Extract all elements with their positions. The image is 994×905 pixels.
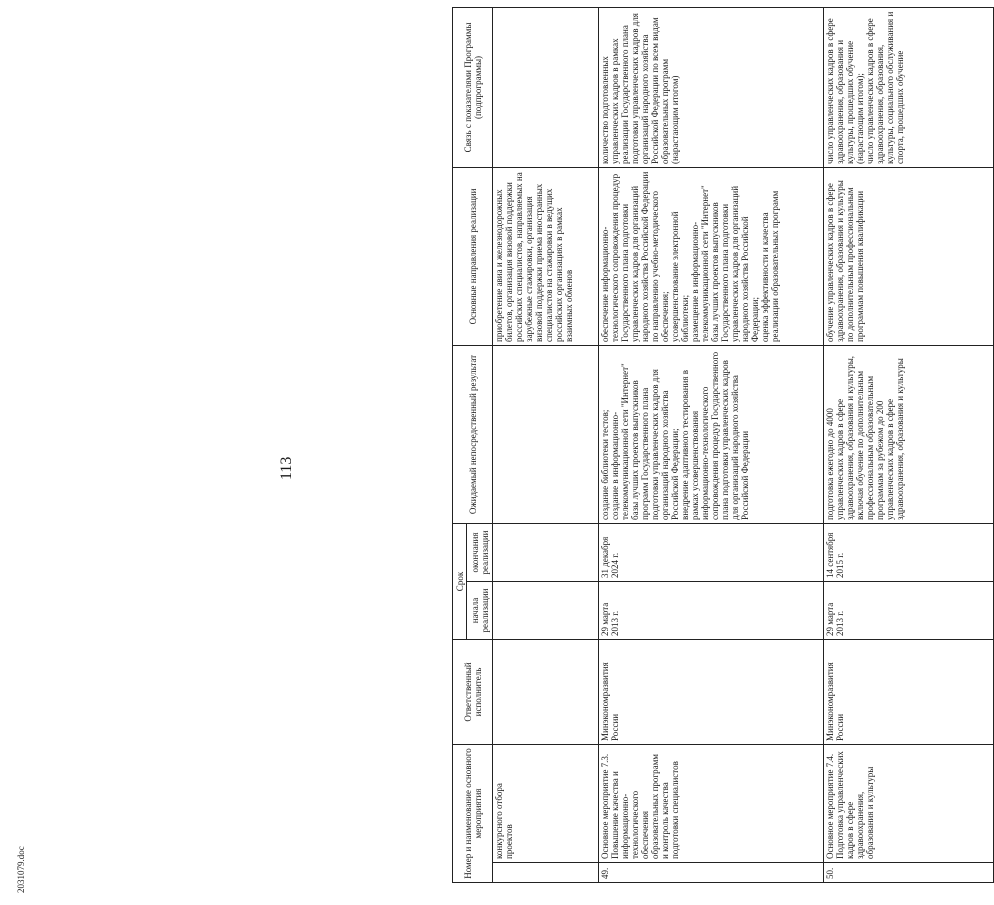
program-activities-table — [452, 7, 994, 883]
row-number: 49. — [599, 863, 824, 883]
term-start — [493, 582, 599, 640]
header-result: Ожидаемый непосредственный результат — [453, 345, 493, 523]
term-end: 14 сентября 2015 г. — [824, 523, 994, 581]
expected-result: создание библиотеки тестов; создание в информационно-телекоммуникационной сети "Интернет" базы лучших проектов выпускников программ Государственного плана подготовки управленческих кадров для организаций народного хозяйства Российской Федерации; внедрение адаптивного тестирования в рамках усовершенствования информационно-технологического сопровождения процедур Государственного плана подготовки управленческих кадров для организаций народного хозяйства Российской Федерации — [599, 345, 824, 523]
term-end — [493, 523, 599, 581]
header-num-name: Номер и наименование основного мероприятия — [453, 745, 493, 883]
activity-name: Основное мероприятие 7.3. Повышение качества и информационно-технологического обеспечения образовательных программ и контроль качества подготовки специалистов — [599, 745, 824, 863]
header-link: Связь с показателями Программы (подпрограммы) — [453, 7, 493, 167]
table-row — [493, 7, 599, 882]
executor — [493, 640, 599, 745]
main-directions: приобретение авиа и железнодорожных билетов, организация визовой поддержки российских специалистов, направляемых на зарубежные стажировки, организация визовой поддержки приема иностранных специалистов на стажировки в ведущих российских организациях в рамках взаимных обменов — [493, 167, 599, 345]
header-term-start: начала реализации — [467, 582, 493, 640]
activity-name: конкурсного отбора проектов — [493, 745, 599, 863]
row-number: 50. — [824, 863, 994, 883]
header-term: Срок — [453, 523, 467, 639]
term-start: 29 марта 2013 г. — [599, 582, 824, 640]
term-end: 31 декабря 2024 г. — [599, 523, 824, 581]
program-link — [493, 7, 599, 167]
program-link: число управленческих кадров в сфере здравоохранения, образования и культуры, прошедших обучение (нарастающим итогом); число управленческих кадров в сфере здравоохранения, образования, культуры, социального обслуживания и спорта, прошедших обучение — [824, 7, 994, 167]
header-term-end: окончания реализации — [467, 523, 493, 581]
main-directions: обеспечение информационно-технологического сопровождения процедур Государственного плана подготовки управленческих кадров для организаций народного хозяйства Российской Федерации по направлению учебно-методического обеспечения; усовершенствование электронной библиотеки; размещение в информационно-телекоммуникационной сети "Интернет" базы лучших проектов выпускников Государственного плана подготовки управленческих кадров для организаций народного хозяйства Российской Федерации; оценка эффективности и качества реализации образовательных программ — [599, 167, 824, 345]
expected-result — [493, 345, 599, 523]
footer-document-code: 2031079.doc — [16, 846, 26, 893]
row-number — [493, 863, 599, 883]
header-directions: Основные направления реализации — [453, 167, 493, 345]
expected-result: подготовка ежегодно до 4000 управленческих кадров в сфере здравоохранения, образования и культуры, включая обучение по дополнительным профессиональным образовательным программам за рубежом до 200 управленческих кадров в сфере здравоохранения, образования и культуры — [824, 345, 994, 523]
program-link: количество подготовленных управленческих кадров в рамках реализации Государственного плана подготовки управленческих кадров для организаций народного хозяйства Российской Федерации по всем видам образовательных программ (нарастающим итогом) — [599, 7, 824, 167]
term-start: 29 марта 2013 г. — [824, 582, 994, 640]
header-executor: Ответственный исполнитель — [453, 640, 493, 745]
table-row — [599, 7, 824, 882]
main-directions: обучение управленческих кадров в сфере здравоохранения, образования и культуры по дополнительным профессиональным программам повышения квалификации — [824, 167, 994, 345]
executor: Минэкономразвития России — [599, 640, 824, 745]
executor: Минэкономразвития России — [824, 640, 994, 745]
activity-name: Основное мероприятие 7.4. Подготовка управленческих кадров в сфере здравоохранения, образования и культуры — [824, 745, 994, 863]
table-row — [824, 7, 994, 882]
page-number: 113 — [278, 456, 295, 480]
